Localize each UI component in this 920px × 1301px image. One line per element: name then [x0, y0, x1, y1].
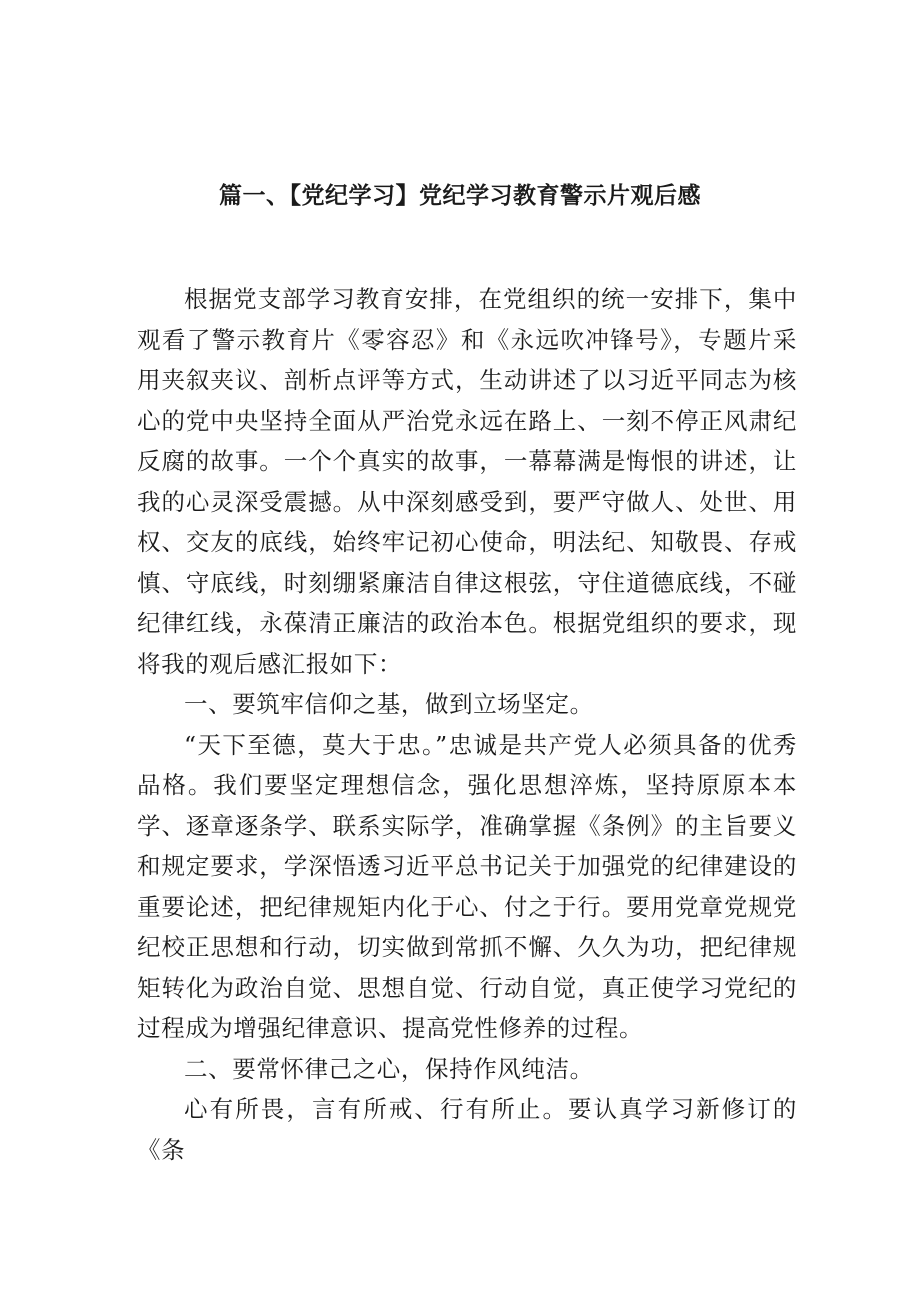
paragraph-section-1: “天下至德，莫大于忠。”忠诚是共产党人必须具备的优秀品格。我们要坚定理想信念，强化思想淬炼，坚持原原本本学、逐章逐条学、联系实际学，准确掌握《条例》的主旨要义和规定要求，学深悟透习近平总书记关于加强党的纪律建设的重要论述，把纪律规矩内化于心、付之于行。要用党章党规党纪校正思想和行动，切实做到常抓不懈、久久为功，把纪律规矩转化为政治自觉、思想自觉、行动自觉，真正使学习党纪的过程成为增强纪律意识、提高党性修养的过程。 — [137, 730, 797, 1042]
paragraph-section-2: 心有所畏，言有所戒、行有所止。要认真学习新修订的《条 — [137, 1095, 797, 1164]
section-heading-2: 二、要常怀律己之心，保持作风纯洁。 — [184, 1054, 594, 1083]
section-heading-1: 一、要筑牢信仰之基，做到立场坚定。 — [184, 690, 594, 718]
paragraph-intro: 根据党支部学习教育安排，在党组织的统一安排下，集中观看了警示教育片《零容忍》和《永远吹冲锋号》，专题片采用夹叙夹议、剖析点评等方式，生动讲述了以习近平同志为核心的党中央坚持全面从严治党永远在路上、一刻不停正风肃纪反腐的故事。一个个真实的故事，一幕幕满是悔恨的讲述，让我的心灵深受震撼。从中深刻感受到，要严守做人、处世、用权、交友的底线，始终牢记初心使命，明法纪、知敬畏、存戒慎、守底线，时刻绷紧廉洁自律这根弦，守住道德底线，不碰纪律红线，永葆清正廉洁的政治本色。根据党组织的要求，现将我的观后感汇报如下： — [137, 285, 797, 678]
document-body — [137, 279, 797, 1170]
document-title: 篇一、【党纪学习】党纪学习教育警示片观后感 — [219, 183, 701, 209]
